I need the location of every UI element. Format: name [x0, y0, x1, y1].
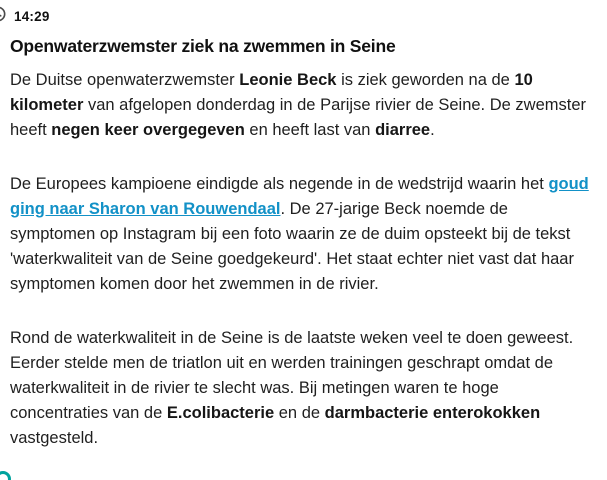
- text-segment: De Duitse openwaterzwemster: [10, 71, 240, 89]
- text-segment: De Europees kampioene eindigde als negende in de wedstrijd waarin het: [10, 175, 549, 193]
- bold-text: E.colibacterie: [166, 404, 275, 422]
- text-segment: . De 27-jarige Beck noemde de symptomen op Instagram bij een foto waarin ze de duim opsteekt bij de tekst 'waterkwaliteit van de Seine goedgekeurd'. Het staat echter niet vast dat haar symptomen komen door het zwemmen in de rivier.: [10, 200, 574, 293]
- paragraph-2: [10, 172, 595, 297]
- paragraph-1: [10, 68, 595, 143]
- entry-body: [0, 68, 607, 451]
- bold-text: Leonie Beck: [239, 71, 337, 89]
- text-segment: is ziek geworden na de: [336, 71, 515, 89]
- text-segment: .: [430, 121, 435, 139]
- bold-text: negen keer overgegeven: [51, 121, 245, 139]
- bold-text: darmbacterie enterokokken: [324, 404, 541, 422]
- entry-header: [0, 0, 607, 26]
- link-sharon-van-rouwendaal[interactable]: goud ging naar Sharon van Rouwendaal: [10, 175, 589, 218]
- bold-text: diarree: [375, 121, 431, 139]
- text-segment: vastgesteld.: [10, 429, 99, 447]
- text-segment: Rond de waterkwaliteit in de Seine is de laatste weken veel te doen geweest. Eerder stelde men de triatlon uit en werden trainingen geschrapt omdat de waterkwaliteit in de rivier te slecht was. Bij metingen waren te hoge concentraties van de: [10, 329, 574, 422]
- clock-icon: [0, 6, 6, 22]
- entry-timestamp: 14:29: [14, 9, 50, 24]
- entry-title: Openwaterzwemster ziek na zwemmen in Seine: [10, 36, 396, 56]
- text-segment: van afgelopen donderdag in de Parijse rivier de Seine. De zwemster heeft: [10, 96, 586, 139]
- text-segment: en heeft last van: [244, 121, 376, 139]
- next-entry-clock-ring-icon: [0, 471, 11, 480]
- bold-text: 10 kilometer: [10, 71, 533, 114]
- paragraph-3: [10, 326, 595, 451]
- text-segment: en de: [274, 404, 325, 422]
